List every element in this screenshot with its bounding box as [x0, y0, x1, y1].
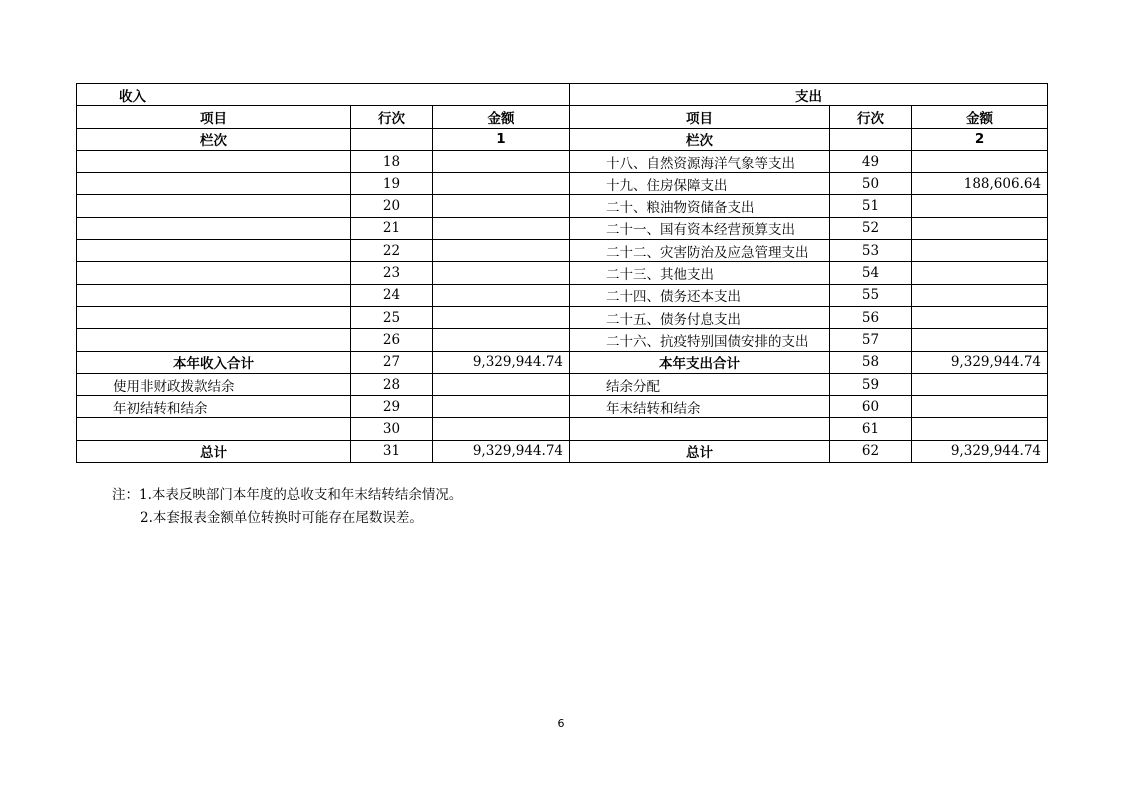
income-row-no: 18: [351, 150, 433, 172]
income-row-no: 29: [351, 396, 433, 418]
income-expense-table: [76, 83, 1048, 463]
expense-amount: [912, 262, 1048, 284]
expense-amount: [912, 306, 1048, 328]
income-amount: [433, 217, 570, 239]
table-row: [77, 284, 1048, 306]
expense-subtotal-amount: 9,329,944.74: [912, 351, 1048, 373]
expense-item: 二十一、国有资本经营预算支出: [570, 217, 830, 239]
column-index-value-right: 2: [912, 128, 1048, 150]
table-row: [77, 173, 1048, 195]
income-item: [77, 240, 351, 262]
col-amount-header: 金额: [433, 106, 570, 128]
expense-row-no: 57: [830, 329, 912, 351]
income-amount: [433, 240, 570, 262]
expense-amount: [912, 373, 1048, 395]
income-row-no: 19: [351, 173, 433, 195]
income-row-no: 26: [351, 329, 433, 351]
income-amount: [433, 284, 570, 306]
expense-row-no: 49: [830, 150, 912, 172]
income-item: [77, 150, 351, 172]
expense-item: 二十四、债务还本支出: [570, 284, 830, 306]
income-total-row-no: 31: [351, 440, 433, 462]
income-amount: [433, 329, 570, 351]
income-item: [77, 329, 351, 351]
expense-total-amount: 9,329,944.74: [912, 440, 1048, 462]
expense-amount: [912, 284, 1048, 306]
income-total-label: 总计: [77, 440, 351, 462]
table-row: [77, 418, 1048, 440]
expense-row-no: 60: [830, 396, 912, 418]
income-item: [77, 284, 351, 306]
column-index-empty-left: [351, 128, 433, 150]
expense-row-no: 54: [830, 262, 912, 284]
income-amount: [433, 262, 570, 284]
income-total-amount: 9,329,944.74: [433, 440, 570, 462]
expense-total-row-no: 62: [830, 440, 912, 462]
expense-item: [570, 418, 830, 440]
column-index-label-right: 栏次: [570, 128, 830, 150]
income-item: [77, 262, 351, 284]
table-notes: [112, 484, 462, 530]
expense-item: 十八、自然资源海洋气象等支出: [570, 150, 830, 172]
income-subtotal-label: 本年收入合计: [77, 351, 351, 373]
total-row: [77, 440, 1048, 462]
income-item: [77, 217, 351, 239]
column-header-row: [77, 106, 1048, 128]
expense-row-no: 53: [830, 240, 912, 262]
income-item: [77, 173, 351, 195]
section-header-row: [77, 84, 1048, 106]
expense-row-no: 55: [830, 284, 912, 306]
page-number: 6: [557, 717, 565, 730]
table-row: [77, 240, 1048, 262]
income-row-no: 20: [351, 195, 433, 217]
column-index-row: [77, 128, 1048, 150]
expense-item: 二十六、抗疫特别国债安排的支出: [570, 329, 830, 351]
expense-amount: [912, 396, 1048, 418]
expense-amount: [912, 329, 1048, 351]
income-amount: [433, 396, 570, 418]
expense-row-no: 59: [830, 373, 912, 395]
expense-total-label: 总计: [570, 440, 830, 462]
table-row: [77, 373, 1048, 395]
subtotal-row: [77, 351, 1048, 373]
expense-amount: [912, 195, 1048, 217]
income-amount: [433, 150, 570, 172]
income-item: 年初结转和结余: [77, 396, 351, 418]
income-item: [77, 306, 351, 328]
note-line-1: 注：1.本表反映部门本年度的总收支和年末结转结余情况。: [112, 487, 463, 503]
expense-item: 十九、住房保障支出: [570, 173, 830, 195]
income-item: [77, 418, 351, 440]
income-row-no: 24: [351, 284, 433, 306]
income-row-no: 23: [351, 262, 433, 284]
col-item2-header: 项目: [570, 106, 830, 128]
column-index-empty-right: [830, 128, 912, 150]
expense-subtotal-label: 本年支出合计: [570, 351, 830, 373]
note-line-2: 2.本套报表金额单位转换时可能存在尾数误差。: [140, 510, 423, 526]
expense-row-no: 50: [830, 173, 912, 195]
col-item-header: 项目: [77, 106, 351, 128]
table-row: [77, 306, 1048, 328]
expense-section-title: 支出: [570, 84, 1048, 106]
column-index-value-left: 1: [433, 128, 570, 150]
income-amount: [433, 306, 570, 328]
income-item: 使用非财政拨款结余: [77, 373, 351, 395]
income-subtotal-amount: 9,329,944.74: [433, 351, 570, 373]
expense-item: 二十、粮油物资储备支出: [570, 195, 830, 217]
income-amount: [433, 195, 570, 217]
expense-subtotal-row-no: 58: [830, 351, 912, 373]
expense-amount: 188,606.64: [912, 173, 1048, 195]
income-item: [77, 195, 351, 217]
expense-item: 年末结转和结余: [570, 396, 830, 418]
table-row: [77, 396, 1048, 418]
income-section-title: 收入: [77, 84, 570, 106]
income-row-no: 25: [351, 306, 433, 328]
col-rowno-header: 行次: [351, 106, 433, 128]
table-row: [77, 150, 1048, 172]
expense-row-no: 51: [830, 195, 912, 217]
income-row-no: 30: [351, 418, 433, 440]
expense-row-no: 56: [830, 306, 912, 328]
table-row: [77, 329, 1048, 351]
income-amount: [433, 373, 570, 395]
expense-amount: [912, 240, 1048, 262]
income-row-no: 22: [351, 240, 433, 262]
income-amount: [433, 418, 570, 440]
col-amount2-header: 金额: [912, 106, 1048, 128]
expense-item: 结余分配: [570, 373, 830, 395]
income-row-no: 21: [351, 217, 433, 239]
income-row-no: 28: [351, 373, 433, 395]
expense-row-no: 52: [830, 217, 912, 239]
income-amount: [433, 173, 570, 195]
income-subtotal-row-no: 27: [351, 351, 433, 373]
expense-amount: [912, 150, 1048, 172]
expense-amount: [912, 418, 1048, 440]
col-rowno2-header: 行次: [830, 106, 912, 128]
expense-item: 二十二、灾害防治及应急管理支出: [570, 240, 830, 262]
table-row: [77, 195, 1048, 217]
expense-amount: [912, 217, 1048, 239]
table-row: [77, 262, 1048, 284]
expense-item: 二十五、债务付息支出: [570, 306, 830, 328]
expense-item: 二十三、其他支出: [570, 262, 830, 284]
expense-row-no: 61: [830, 418, 912, 440]
column-index-label-left: 栏次: [77, 128, 351, 150]
table-row: [77, 217, 1048, 239]
